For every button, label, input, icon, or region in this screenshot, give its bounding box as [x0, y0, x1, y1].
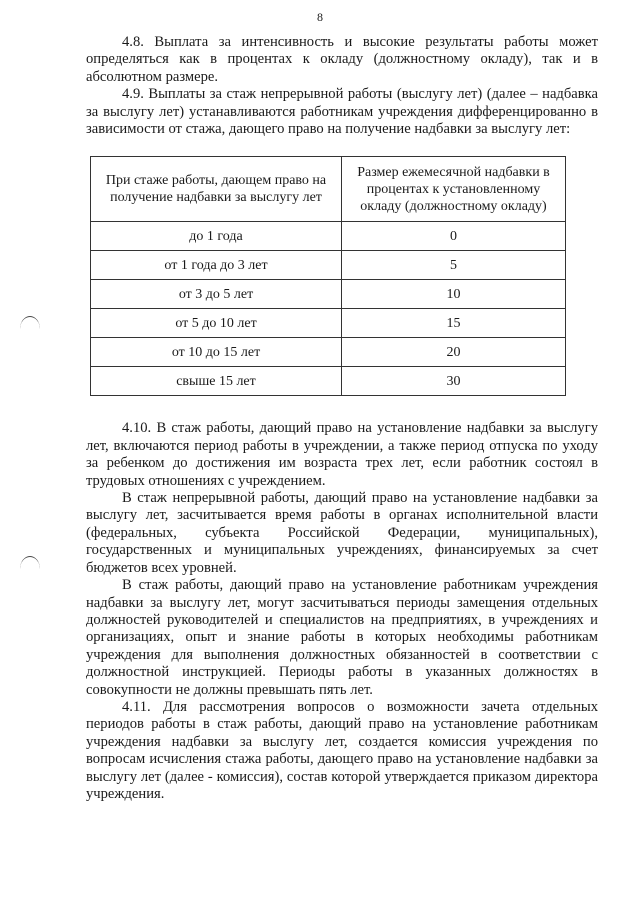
table-row [91, 367, 566, 396]
punch-hole-mark [20, 316, 40, 329]
table-cell-seniority: свыше 15 лет [91, 367, 342, 396]
seniority-bonus-table [90, 156, 566, 396]
table-cell-seniority: от 1 года до 3 лет [91, 251, 342, 280]
table-cell-percent: 5 [342, 251, 566, 280]
table-cell-percent: 10 [342, 280, 566, 309]
table-header-row [91, 157, 566, 222]
table-cell-seniority: от 5 до 10 лет [91, 309, 342, 338]
table-row [91, 280, 566, 309]
paragraph-4-9: 4.9. Выплаты за стаж непрерывной работы (выслугу лет) (далее – надбавка за выслугу лет) устанавливаются работникам учреждения дифференцированно в зависимости от стажа, дающего право на получение надбавки за выслугу лет: [86, 86, 598, 138]
document-body [86, 34, 598, 803]
table-cell-percent: 30 [342, 367, 566, 396]
table-row [91, 251, 566, 280]
punch-hole-mark [20, 556, 40, 569]
page-number: 8 [317, 10, 323, 24]
table-cell-seniority: до 1 года [91, 222, 342, 251]
table-header-seniority: При стаже работы, дающем право на получение надбавки за выслугу лет [91, 157, 342, 222]
paragraph-4-8: 4.8. Выплата за интенсивность и высокие результаты работы может определяться как в процентах к окладу (должностному окладу), так и в абсолютном размере. [86, 34, 598, 85]
paragraph-4-10: 4.10. В стаж работы, дающий право на установление надбавки за выслугу лет, включаются период работы в учреждении, а также период отпуска по уходу за ребенком до достижения им возраста трех лет, если работник состоял в трудовых отношениях с учреждением. [86, 420, 598, 489]
paragraph-counted-periods: В стаж работы, дающий право на установление работникам учреждения надбавки за выслугу лет, могут засчитываться периоды замещения отдельных должностей руководителей и специалистов на предприятиях, в учреждениях и организациях, опыт и знание работы в которых необходимы работникам учреждения для выполнения должностных обязанностей в соответствии с должностной инструкцией. Периоды работы в указанных должностях в совокупности не должны превышать пять лет. [86, 577, 598, 698]
table-header-bonus-size: Размер ежемесячной надбавки в процентах к установленному окладу (должностному окладу) [342, 157, 566, 222]
table-row [91, 338, 566, 367]
table-cell-percent: 15 [342, 309, 566, 338]
table-cell-percent: 0 [342, 222, 566, 251]
table-row [91, 222, 566, 251]
table-cell-seniority: от 10 до 15 лет [91, 338, 342, 367]
table-cell-percent: 20 [342, 338, 566, 367]
paragraph-4-11: 4.11. Для рассмотрения вопросов о возможности зачета отдельных периодов работы в стаж работы, дающий право на установление работникам учреждения надбавки за выслугу лет, создается комиссия учреждения по вопросам исчисления стажа работы, дающего право на установление надбавки за выслугу лет (далее - комиссия), состав которой утверждается приказом директора учреждения. [86, 698, 598, 802]
table-row [91, 309, 566, 338]
table-cell-seniority: от 3 до 5 лет [91, 280, 342, 309]
paragraph-continuous-service: В стаж непрерывной работы, дающий право на установление надбавки за выслугу лет, засчитывается время работы в органах исполнительной власти (федеральных, субъекта Российской Федерации, муниципальных), государственных и муниципальных учреждениях, финансируемых за счет бюджетов всех уровней. [86, 490, 598, 576]
